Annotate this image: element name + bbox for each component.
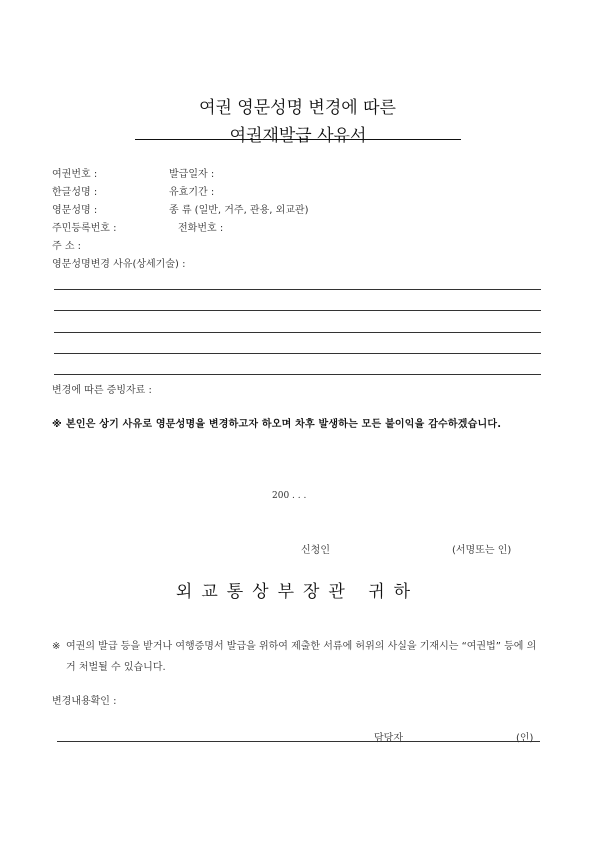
reference-mark-icon: ※: [52, 641, 61, 652]
document-subtitle: 여권재발급 사유서: [229, 126, 367, 146]
reason-line: [54, 374, 541, 375]
signature-label: (서명또는 인): [452, 545, 512, 556]
reason-line: [54, 289, 541, 290]
field-validity: 유효기간 :: [169, 187, 215, 198]
field-evidence: 변경에 따른 증빙자료 :: [52, 385, 152, 396]
declaration-text: 본인은 상기 사유로 영문성명을 변경하고자 하오며 차후 발생하는 모든 불이익을 감수하겠습니다.: [66, 419, 502, 430]
reason-line: [54, 310, 541, 311]
declaration-notice: [52, 415, 544, 434]
field-change-reason: 영문성명변경 사유(상세기술) :: [52, 259, 186, 270]
field-passport-number: 여권번호 :: [52, 169, 98, 180]
addressee: 외교통상부장관 귀하: [175, 582, 420, 602]
applicant-label: 신청인: [301, 545, 330, 556]
field-issue-date: 발급일자 :: [169, 169, 215, 180]
confirmation-line: [57, 741, 540, 742]
field-passport-type: 종 류 (일반, 거주, 관용, 외교관): [169, 205, 309, 216]
reference-mark-icon: ※: [52, 419, 62, 430]
field-english-name: 영문성명 :: [52, 205, 98, 216]
title-underline: [135, 139, 461, 140]
change-confirmation-label: 변경내용확인 :: [52, 696, 117, 707]
reason-line: [54, 353, 541, 354]
legal-warning-text: 여권의 발급 등을 받거나 여행증명서 발급을 위하여 제출한 서류에 허위의 사실을 기재시는 “여권법” 등에 의거 처벌될 수 있습니다.: [66, 641, 537, 673]
seal-label: (인): [516, 733, 534, 744]
field-korean-name: 한글성명 :: [52, 187, 98, 198]
date-line: 200 . . .: [272, 491, 307, 501]
field-address: 주 소 :: [52, 241, 82, 252]
field-phone: 전화번호 :: [178, 223, 224, 234]
official-label: 담당자: [374, 733, 403, 744]
reason-line: [54, 332, 541, 333]
document-title: 여권 영문성명 변경에 따른: [199, 98, 396, 118]
legal-warning: [52, 636, 544, 678]
field-resident-number: 주민등록번호 :: [52, 223, 117, 234]
